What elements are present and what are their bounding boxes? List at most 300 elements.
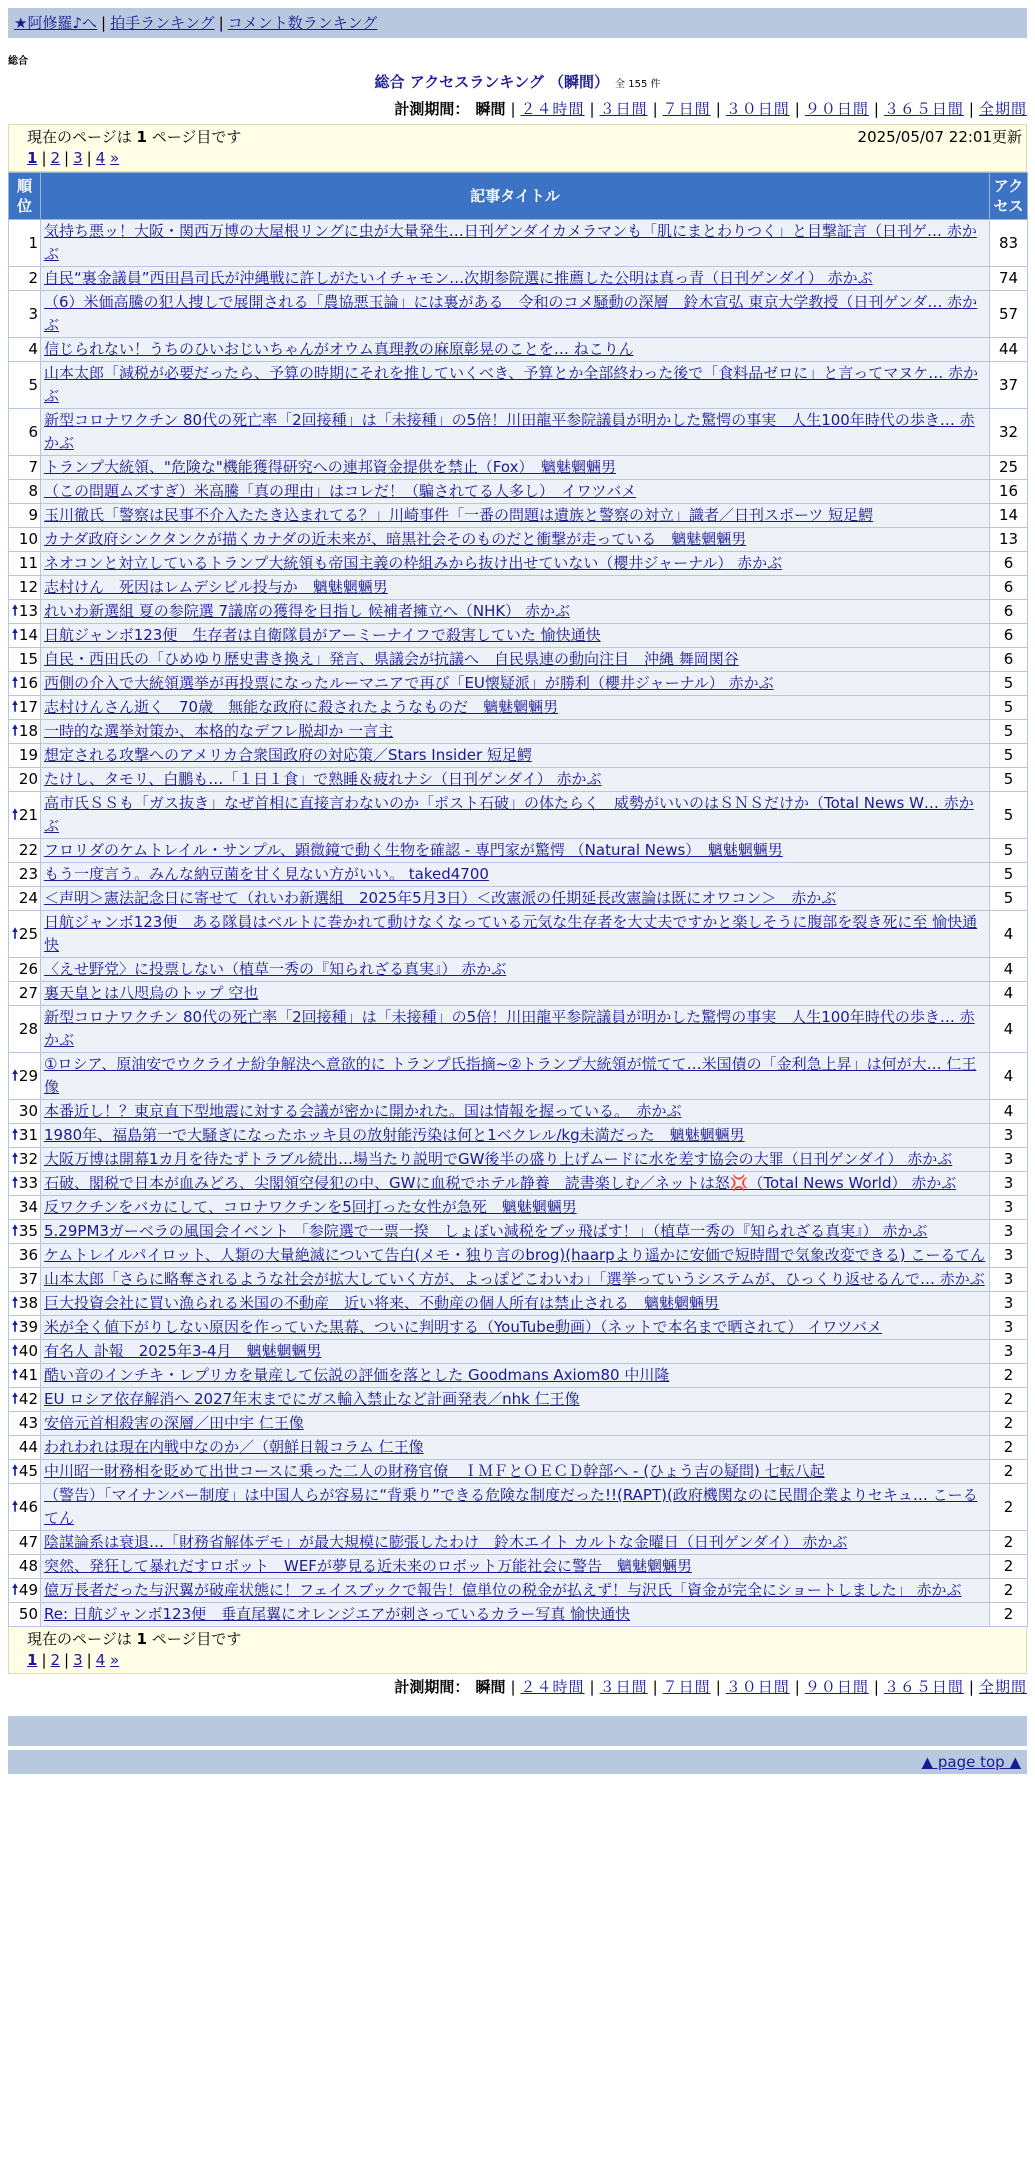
- table-row: [9, 1196, 1028, 1220]
- period-separator: |: [652, 100, 658, 118]
- article-title-link[interactable]: （6）米価高騰の犯人捜しで展開される「農協悪玉論」には裏がある 令和のコメ騒動の深層 鈴木宣弘 東京大学教授（日刊ゲンダ… 赤かぶ: [44, 293, 978, 334]
- rank-number: 34: [18, 1198, 38, 1216]
- title-cell: [41, 1124, 990, 1148]
- nav-home-link[interactable]: ★阿修羅♪へ: [14, 14, 98, 32]
- article-title-link[interactable]: 日航ジャンボ123便 ある隊員はベルトに巻かれて動けなくなっている元気な生存者を大丈夫ですかと楽しそうに腹部を裂き死に至 愉快通快: [44, 913, 978, 954]
- rank-cell: [9, 1148, 41, 1172]
- access-count: 3: [990, 1220, 1028, 1244]
- article-title-link[interactable]: 山本太郎「さらに略奪されるような社会が拡大していく方が、よっぽどこわいわ」「選挙っていうシステムが、ひっくり返せるんで… 赤かぶ: [44, 1270, 985, 1288]
- access-count: 74: [990, 267, 1028, 291]
- period-link[interactable]: ９０日間: [804, 100, 869, 118]
- next-page-link[interactable]: »: [110, 149, 120, 167]
- article-title-link[interactable]: 大阪万博は開幕1カ月を待たずトラブル続出…場当たり説明でGW後半の盛り上げムードに水を差す協会の大罪（日刊ゲンダイ） 赤かぶ: [44, 1150, 953, 1168]
- rank-cell: [9, 1292, 41, 1316]
- article-title-link[interactable]: ネオコンと対立しているトランプ大統領も帝国主義の枠組みから抜け出せていない（櫻井ジャーナル） 赤かぶ: [44, 554, 783, 572]
- rank-number: 22: [18, 841, 38, 859]
- title-cell: [41, 1006, 990, 1053]
- article-title-link[interactable]: 突然、発狂して暴れだすロボット WEFが夢見る近未来のロボット万能社会に警告 魑魅魍魎男: [44, 1557, 692, 1575]
- table-row: [9, 291, 1028, 338]
- page-link[interactable]: 1: [27, 149, 38, 167]
- table-row: [9, 338, 1028, 362]
- page-link[interactable]: 4: [95, 149, 106, 167]
- article-title-link[interactable]: れいわ新選組 夏の参院選 7議席の獲得を目指し 候補者擁立へ（NHK） 赤かぶ: [44, 602, 570, 620]
- article-title-link[interactable]: 安倍元首相殺害の深層／田中宇 仁王像: [44, 1414, 304, 1432]
- article-title-link[interactable]: 西側の介入で大統領選挙が再投票になったルーマニアで再び「EU懐疑派」が勝利（櫻井ジャーナル） 赤かぶ: [44, 674, 774, 692]
- access-count: 6: [990, 648, 1028, 672]
- article-title-link[interactable]: 自民・西田氏の「ひめゆり歴史書き換え」発言、県議会が抗議へ 自民県連の動向注目 沖縄 舞岡関谷: [44, 650, 739, 668]
- title-cell: [41, 576, 990, 600]
- title-cell: [41, 839, 990, 863]
- title-cell: [41, 1436, 990, 1460]
- rank-up-arrow-icon: 🠕: [12, 806, 19, 823]
- rank-cell: [9, 863, 41, 887]
- rank-up-arrow-icon: 🠕: [12, 1498, 19, 1515]
- article-title-link[interactable]: 想定される攻撃へのアメリカ合衆国政府の対応策／Stars Insider 短足鰐: [44, 746, 532, 764]
- access-count: 5: [990, 863, 1028, 887]
- access-count: 13: [990, 528, 1028, 552]
- rank-number: 8: [28, 482, 38, 500]
- rank-number: 3: [28, 304, 38, 323]
- title-cell: [41, 456, 990, 480]
- rank-number: 9: [28, 506, 38, 524]
- rank-cell: [9, 1484, 41, 1531]
- rank-number: 43: [18, 1414, 38, 1432]
- rank-up-arrow-icon: 🠕: [12, 627, 19, 643]
- rank-up-arrow-icon: 🠕: [12, 1067, 19, 1084]
- rank-number: 25: [18, 924, 38, 943]
- rank-number: 41: [18, 1366, 38, 1384]
- rank-cell: [9, 1244, 41, 1268]
- article-title-link[interactable]: 高市氏ＳＳも「ガス抜き」なぜ首相に直接言わないのか「ポスト石破」の体たらく 威勢がいいのはＳＮＳだけか（Total News W… 赤かぶ: [44, 794, 974, 835]
- page-separator: |: [86, 149, 92, 167]
- table-row: [9, 504, 1028, 528]
- article-title-link[interactable]: 1980年、福島第一で大騒ぎになったホッキ貝の放射能汚染は何と1ベクレル/kg未満だった 魑魅魍魎男: [44, 1126, 745, 1144]
- rank-number: 28: [18, 1019, 38, 1038]
- access-count: 2: [990, 1412, 1028, 1436]
- period-link[interactable]: ３６５日間: [883, 1678, 964, 1696]
- title-cell: [41, 1340, 990, 1364]
- access-count: 5: [990, 744, 1028, 768]
- title-cell: [41, 1220, 990, 1244]
- article-title-link[interactable]: EU ロシア依存解消へ 2027年末までにガス輸入禁止など計画発表／nhk 仁王像: [44, 1390, 580, 1408]
- rank-cell: [9, 220, 41, 267]
- nav-separator: |: [218, 14, 224, 32]
- access-count: 5: [990, 792, 1028, 839]
- article-title-link[interactable]: 陰謀論系は衰退…「財務省解体デモ」が最大規模に膨張したわけ 鈴木エイト カルトな金曜日（日刊ゲンダイ） 赤かぶ: [44, 1533, 848, 1551]
- period-selector-bottom: [8, 1676, 1027, 1698]
- table-row: [9, 1555, 1028, 1579]
- article-title-link[interactable]: 反ワクチンをバカにして、コロナワクチンを5回打った女性が急死 魑魅魍魎男: [44, 1198, 577, 1216]
- access-count: 4: [990, 1053, 1028, 1100]
- section-label: 総合: [8, 56, 28, 67]
- rank-number: 50: [18, 1605, 38, 1623]
- period-link[interactable]: 全期間: [978, 100, 1027, 118]
- rank-cell: [9, 456, 41, 480]
- rank-number: 44: [18, 1438, 38, 1456]
- access-count: 5: [990, 768, 1028, 792]
- rank-up-arrow-icon: 🠕: [12, 603, 19, 619]
- nav-comment-ranking-link[interactable]: コメント数ランキング: [227, 14, 378, 32]
- table-row: [9, 1244, 1028, 1268]
- title-cell: [41, 1148, 990, 1172]
- period-separator: |: [589, 100, 595, 118]
- article-title-link[interactable]: トランプ大統領、"危険な"機能獲得研究への連邦資金提供を禁止（Fox） 魑魅魍魎男: [44, 458, 616, 476]
- next-page-link[interactable]: »: [110, 1651, 120, 1669]
- table-row: [9, 720, 1028, 744]
- rank-number: 45: [18, 1462, 38, 1480]
- rank-number: 13: [18, 602, 38, 620]
- rank-cell: [9, 1124, 41, 1148]
- rank-cell: [9, 1340, 41, 1364]
- rank-number: 27: [18, 984, 38, 1002]
- title-cell: [41, 887, 990, 911]
- rank-cell: [9, 267, 41, 291]
- article-title-link[interactable]: 有名人 訃報 2025年3-4月 魑魅魍魎男: [44, 1342, 322, 1360]
- title-cell: [41, 528, 990, 552]
- table-row: [9, 480, 1028, 504]
- rank-cell: [9, 1220, 41, 1244]
- period-separator: |: [968, 1678, 974, 1696]
- table-row: [9, 1292, 1028, 1316]
- table-row: [9, 1579, 1028, 1603]
- page-link[interactable]: 3: [73, 1651, 83, 1669]
- access-count: 2: [990, 1460, 1028, 1484]
- article-title-link[interactable]: 自民“裏金議員”西田昌司氏が沖縄戦に許しがたいイチャモン…次期参院選に推薦した公明は真っ青（日刊ゲンダイ） 赤かぶ: [44, 269, 873, 287]
- access-count: 3: [990, 1244, 1028, 1268]
- title-cell: [41, 1100, 990, 1124]
- article-title-link[interactable]: 本番近し！？東京直下型地震に対する会議が密かに開かれた。国は情報を握っている。 赤かぶ: [44, 1102, 682, 1120]
- title-cell: [41, 720, 990, 744]
- article-title-link[interactable]: ①ロシア、原油安でウクライナ紛争解決へ意欲的に トランプ氏指摘~②トランプ大統領が慌てて…米国債の「金利急上昇」は何が大… 仁王像: [44, 1055, 977, 1096]
- article-title-link[interactable]: カナダ政府シンクタンクが描くカナダの近未来が、暗黒社会そのものだと衝撃が走っている 魑魅魍魎男: [44, 530, 747, 548]
- table-row: [9, 672, 1028, 696]
- title-cell: [41, 696, 990, 720]
- rank-cell: [9, 624, 41, 648]
- page-status-text: 現在のページは 1 ページ目です: [27, 128, 242, 146]
- access-count: 6: [990, 600, 1028, 624]
- rank-up-arrow-icon: 🠕: [12, 1367, 19, 1383]
- table-row: [9, 362, 1028, 409]
- access-count: 3: [990, 1124, 1028, 1148]
- rank-cell: [9, 1555, 41, 1579]
- rank-number: 16: [18, 674, 38, 692]
- title-cell: [41, 1388, 990, 1412]
- access-count: 4: [990, 958, 1028, 982]
- table-row: [9, 1531, 1028, 1555]
- period-link[interactable]: ２４時間: [520, 1678, 585, 1696]
- rank-number: 37: [18, 1270, 38, 1288]
- access-count: 57: [990, 291, 1028, 338]
- rank-number: 30: [18, 1102, 38, 1120]
- rank-cell: [9, 504, 41, 528]
- rank-cell: [9, 1364, 41, 1388]
- access-count: 2: [990, 1603, 1028, 1627]
- rank-number: 38: [18, 1294, 38, 1312]
- title-cell: [41, 1053, 990, 1100]
- period-link[interactable]: ７日間: [662, 1678, 711, 1696]
- nav-separator: |: [101, 14, 107, 32]
- table-row: [9, 1006, 1028, 1053]
- page-info-bottom: [8, 1627, 1027, 1674]
- rank-number: 48: [18, 1557, 38, 1575]
- access-count: 2: [990, 1484, 1028, 1531]
- article-title-link[interactable]: 志村けん 死因はレムデシビル投与か 魑魅魍魎男: [44, 578, 388, 596]
- period-link[interactable]: ３６５日間: [883, 100, 964, 118]
- article-title-link[interactable]: もう一度言う。みんな納豆菌を甘く見ない方がいい。 taked4700: [44, 865, 489, 883]
- table-row: [9, 958, 1028, 982]
- rank-cell: [9, 338, 41, 362]
- top-nav-bar: [8, 8, 1027, 38]
- page-top-link[interactable]: ▲ page top ▲: [921, 1753, 1021, 1771]
- access-count: 4: [990, 911, 1028, 958]
- table-row: [9, 1388, 1028, 1412]
- access-count: 3: [990, 1268, 1028, 1292]
- article-title-link[interactable]: 5.29PM3ガーベラの風国会イベント 「参院選で一票一揆 しょぼい減税をブッ飛ばす！」（植草一秀の『知られざる真実』） 赤かぶ: [44, 1222, 928, 1240]
- rank-number: 35: [18, 1222, 38, 1240]
- period-link[interactable]: ９０日間: [804, 1678, 869, 1696]
- article-title-link[interactable]: 酷い音のインチキ・レプリカを量産して伝説の評価を落とした Goodmans Axiom80 中川隆: [44, 1366, 670, 1384]
- rank-up-arrow-icon: 🠕: [12, 1391, 19, 1407]
- table-row: [9, 911, 1028, 958]
- table-row: [9, 648, 1028, 672]
- title-cell: [41, 1244, 990, 1268]
- table-row: [9, 1603, 1028, 1627]
- rank-cell: [9, 1100, 41, 1124]
- access-count: 6: [990, 624, 1028, 648]
- article-title-link[interactable]: 中川昭一財務相を貶めて出世コースに乗った二人の財務官僚 ＩＭＦとＯＥＣＤ幹部へ - (ひょう吉の疑問) 七転八起: [44, 1462, 825, 1480]
- table-row: [9, 744, 1028, 768]
- table-row: [9, 1100, 1028, 1124]
- article-title-link[interactable]: 〈えせ野党〉に投票しない（植草一秀の『知られざる真実』） 赤かぶ: [44, 960, 507, 978]
- period-current: 瞬間: [475, 1678, 506, 1696]
- access-count: 3: [990, 1340, 1028, 1364]
- rank-number: 19: [18, 746, 38, 764]
- period-link[interactable]: ３日間: [599, 100, 648, 118]
- article-title-link[interactable]: （警告）「マイナンバー制度」は中国人らが容易に“背乗り”できる危険な制度だった!!(RAPT)(政府機関なのに民間企業よりセキュ… こーるてん: [44, 1486, 978, 1527]
- table-row: [9, 600, 1028, 624]
- article-title-link[interactable]: 玉川徹氏「警察は民事不介入たたき込まれてる？」川崎事件「一番の問題は遺族と警察の対立」識者／日刊スポーツ 短足鰐: [44, 506, 874, 524]
- rank-up-arrow-icon: 🠕: [12, 1343, 19, 1359]
- rank-cell: [9, 1172, 41, 1196]
- page-separator: |: [41, 149, 47, 167]
- access-count: 25: [990, 456, 1028, 480]
- rank-cell: [9, 744, 41, 768]
- title-cell: [41, 672, 990, 696]
- rank-up-arrow-icon: 🠕: [12, 1582, 19, 1598]
- rank-number: 7: [28, 458, 38, 476]
- article-title-link[interactable]: 新型コロナワクチン 80代の死亡率「2回接種」は「未接種」の5倍！川田龍平参院議員が明かした驚愕の事実 人生100年時代の歩き… 赤かぶ: [44, 1008, 975, 1049]
- title-cell: [41, 648, 990, 672]
- title-cell: [41, 1364, 990, 1388]
- table-row: [9, 1148, 1028, 1172]
- rank-number: 18: [18, 722, 38, 740]
- period-separator: |: [589, 1678, 595, 1696]
- title-cell: [41, 409, 990, 456]
- page-separator: |: [64, 1651, 70, 1669]
- rank-number: 17: [18, 698, 38, 716]
- rank-cell: [9, 528, 41, 552]
- page-link[interactable]: 3: [73, 149, 83, 167]
- article-title-link[interactable]: たけし、タモリ、白鵬も…「１日１食」で熟睡＆疲れナシ（日刊ゲンダイ） 赤かぶ: [44, 770, 602, 788]
- title-cell: [41, 1460, 990, 1484]
- period-separator: |: [873, 100, 879, 118]
- rank-cell: [9, 696, 41, 720]
- rank-cell: [9, 600, 41, 624]
- rank-number: 29: [18, 1066, 38, 1085]
- rank-number: 39: [18, 1318, 38, 1336]
- header-title: 記事タイトル: [41, 173, 990, 220]
- period-link[interactable]: ３０日間: [725, 1678, 790, 1696]
- title-cell: [41, 1603, 990, 1627]
- page-separator: |: [41, 1651, 47, 1669]
- period-separator: |: [794, 1678, 800, 1696]
- table-row: [9, 1220, 1028, 1244]
- article-title-link[interactable]: 億万長者だった与沢翼が破産状態に！フェイスブックで報告！億単位の税金が払えず！与沢氏「資金が完全にショートしました」 赤かぶ: [44, 1581, 962, 1599]
- title-cell: [41, 600, 990, 624]
- rank-up-arrow-icon: 🠕: [12, 723, 19, 739]
- rank-number: 6: [28, 422, 38, 441]
- page-link[interactable]: 1: [27, 1651, 38, 1669]
- title-cell: [41, 1531, 990, 1555]
- ranking-table: [8, 172, 1028, 1627]
- rank-number: 20: [18, 770, 38, 788]
- rank-number: 11: [18, 554, 38, 572]
- access-count: 2: [990, 1531, 1028, 1555]
- title-cell: [41, 911, 990, 958]
- access-count: 6: [990, 552, 1028, 576]
- title-cell: [41, 480, 990, 504]
- title-cell: [41, 768, 990, 792]
- table-row: [9, 267, 1028, 291]
- table-row: [9, 409, 1028, 456]
- article-title-link[interactable]: 一時的な選挙対策か、本格的なデフレ脱却か 一言主: [44, 722, 394, 740]
- period-current: 瞬間: [475, 100, 506, 118]
- access-count: 32: [990, 409, 1028, 456]
- period-link[interactable]: ７日間: [662, 100, 711, 118]
- access-count: 5: [990, 672, 1028, 696]
- rank-number: 21: [18, 805, 38, 824]
- article-title-link[interactable]: 石破、閣税で日本が血みどろ、尖閣領空侵犯の中、GWに血税でホテル静養 読書楽しむ／ネットは怒💢（Total News World） 赤かぶ: [44, 1174, 957, 1192]
- table-row: [9, 768, 1028, 792]
- page-link[interactable]: 4: [95, 1651, 106, 1669]
- table-row: [9, 696, 1028, 720]
- pagination-top: [27, 148, 1022, 169]
- period-separator: |: [652, 1678, 658, 1696]
- article-title-link[interactable]: ＜声明＞憲法記念日に寄せて（れいわ新選組 2025年5月3日）＜改憲派の任期延長改憲論は既にオワコン＞ 赤かぶ: [44, 889, 837, 907]
- rank-cell: [9, 648, 41, 672]
- period-separator: |: [873, 1678, 879, 1696]
- rank-number: 12: [18, 578, 38, 596]
- title-cell: [41, 1292, 990, 1316]
- title-cell: [41, 552, 990, 576]
- rank-cell: [9, 839, 41, 863]
- rank-cell: [9, 1196, 41, 1220]
- table-row: [9, 624, 1028, 648]
- rank-cell: [9, 362, 41, 409]
- rank-up-arrow-icon: 🠕: [12, 675, 19, 691]
- article-title-link[interactable]: 志村けんさん逝く 70歳 無能な政府に殺されたようなものだ 魑魅魍魎男: [44, 698, 559, 716]
- page-link[interactable]: 2: [50, 1651, 61, 1669]
- access-count: 4: [990, 1100, 1028, 1124]
- rank-up-arrow-icon: 🠕: [12, 1151, 19, 1167]
- title-cell: [41, 1579, 990, 1603]
- access-count: 2: [990, 1555, 1028, 1579]
- article-title-link[interactable]: 米が全く値下がりしない原因を作っていた黒幕、ついに判明する（YouTube動画）（ネットで本名まで晒されて） イワツバメ: [44, 1318, 882, 1336]
- rank-number: 5: [28, 375, 38, 394]
- rank-cell: [9, 409, 41, 456]
- table-row: [9, 1172, 1028, 1196]
- article-title-link[interactable]: 裏天皇とは八咫烏のトップ 空也: [44, 984, 259, 1002]
- access-count: 5: [990, 887, 1028, 911]
- rank-cell: [9, 958, 41, 982]
- article-title-link[interactable]: ケムトレイルパイロット、人類の大量絶滅について告白(メモ・独り言のbrog)(haarpより遥かに安価で短時間で気象改変できる) こーるてん: [44, 1246, 986, 1264]
- article-title-link[interactable]: 巨大投資会社に買い漁られる米国の不動産 近い将来、不動産の個人所有は禁止される 魑魅魍魎男: [44, 1294, 720, 1312]
- access-count: 2: [990, 1579, 1028, 1603]
- title-cell: [41, 744, 990, 768]
- access-count: 5: [990, 696, 1028, 720]
- rank-up-arrow-icon: 🠕: [12, 1319, 19, 1335]
- rank-number: 4: [28, 340, 38, 358]
- table-row: [9, 1460, 1028, 1484]
- nav-clap-ranking-link[interactable]: 拍手ランキング: [110, 14, 215, 32]
- total-count: 全 155 件: [615, 79, 661, 90]
- article-title-link[interactable]: 信じられない！うちのひいおじいちゃんがオウム真理教の麻原彰晃のことを… ねこりん: [44, 340, 634, 358]
- title-cell: [41, 1316, 990, 1340]
- title-cell: [41, 338, 990, 362]
- access-count: 6: [990, 576, 1028, 600]
- rank-cell: [9, 792, 41, 839]
- rank-cell: [9, 768, 41, 792]
- article-title-link[interactable]: 新型コロナワクチン 80代の死亡率「2回接種」は「未接種」の5倍！川田龍平参院議員が明かした驚愕の事実 人生100年時代の歩き… 赤かぶ: [44, 411, 975, 452]
- rank-number: 15: [18, 650, 38, 668]
- table-row: [9, 1364, 1028, 1388]
- period-link[interactable]: ３０日間: [725, 100, 790, 118]
- article-title-link[interactable]: フロリダのケムトレイル・サンプル、顕微鏡で動く生物を確認 - 専門家が驚愕 （Natural News） 魑魅魍魎男: [44, 841, 783, 859]
- article-title-link[interactable]: 山本太郎「減税が必要だったら、予算の時期にそれを推していくべき、予算とか全部終わった後で「食料品ゼロに」と言ってマヌケ… 赤かぶ: [44, 364, 979, 405]
- table-row: [9, 887, 1028, 911]
- rank-cell: [9, 1388, 41, 1412]
- access-count: 2: [990, 1388, 1028, 1412]
- access-count: 4: [990, 1006, 1028, 1053]
- period-link[interactable]: ３日間: [599, 1678, 648, 1696]
- rank-cell: [9, 1053, 41, 1100]
- rank-up-arrow-icon: 🠕: [12, 925, 19, 942]
- rank-up-arrow-icon: 🠕: [12, 1223, 19, 1239]
- article-title-link[interactable]: われわれは現在内戦中なのか／（朝鮮日報コラム 仁王像: [44, 1438, 424, 1456]
- access-count: 3: [990, 1172, 1028, 1196]
- period-link[interactable]: ２４時間: [520, 100, 585, 118]
- rank-cell: [9, 552, 41, 576]
- access-count: 5: [990, 720, 1028, 744]
- access-count: 4: [990, 982, 1028, 1006]
- page-info-top: [8, 124, 1027, 172]
- rank-number: 32: [18, 1150, 38, 1168]
- rank-cell: [9, 480, 41, 504]
- rank-number: 40: [18, 1342, 38, 1360]
- article-title-link[interactable]: （この問題ムズすぎ）米高騰「真の理由」はコレだ！（騙されてる人多し） イワツバメ: [44, 482, 637, 500]
- rank-number: 36: [18, 1246, 38, 1264]
- period-separator: |: [510, 100, 516, 118]
- article-title-link[interactable]: Re: 日航ジャンボ123便 垂直尾翼にオレンジエアが刺さっているカラー写真 愉快通快: [44, 1605, 631, 1623]
- rank-number: 49: [18, 1581, 38, 1599]
- rank-number: 1: [28, 233, 38, 252]
- table-row: [9, 1340, 1028, 1364]
- article-title-link[interactable]: 気持ち悪ッ！大阪・関西万博の大屋根リングに虫が大量発生…日刊ゲンダイカメラマンも「肌にまとわりつく」と目撃証言（日刊ゲ… 赤かぶ: [44, 222, 977, 263]
- article-title-link[interactable]: 日航ジャンボ123便 生存者は自衛隊員がアーミーナイフで殺害していた 愉快通快: [44, 626, 601, 644]
- period-link[interactable]: 全期間: [978, 1678, 1027, 1696]
- table-row: [9, 552, 1028, 576]
- page-link[interactable]: 2: [50, 149, 61, 167]
